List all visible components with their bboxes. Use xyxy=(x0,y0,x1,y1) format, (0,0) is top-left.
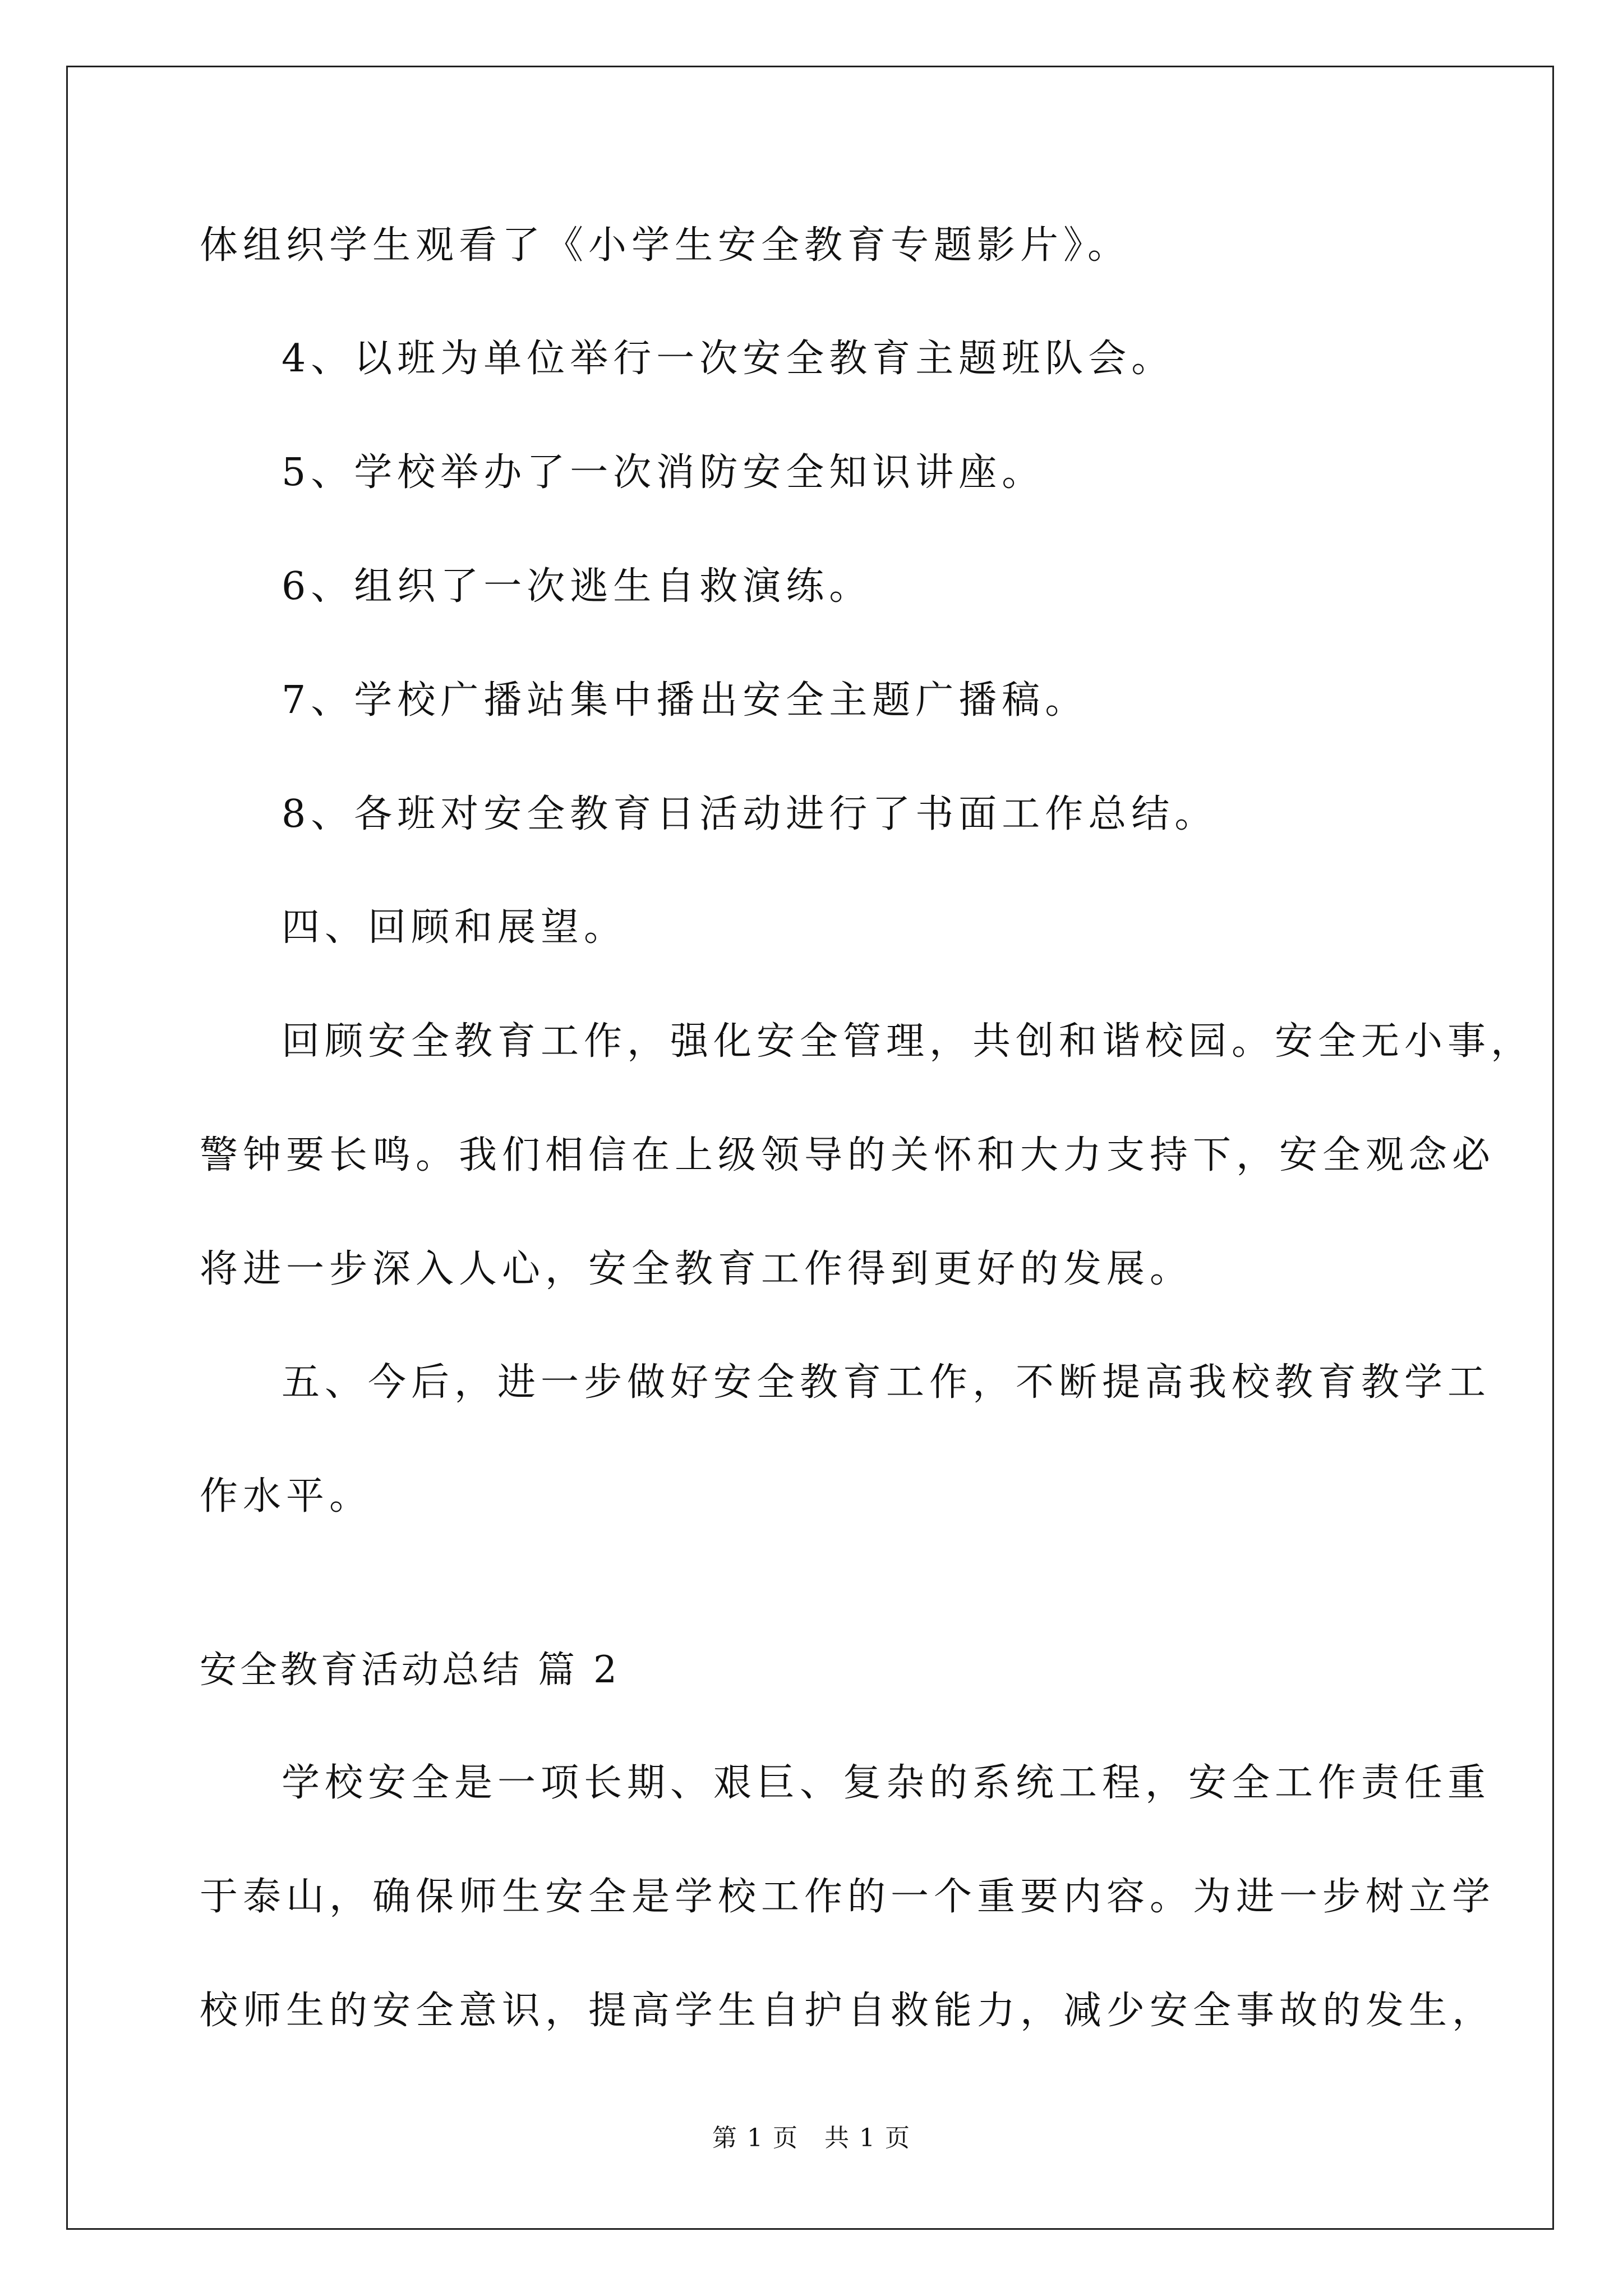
paragraph-line-intro-3: 校师生的安全意识，提高学生自护自救能力，减少安全事故的发生， xyxy=(200,1989,1496,2033)
paragraph-line-1: 体组织学生观看了《小学生安全教育专题影片》。 xyxy=(200,223,1131,268)
list-item-7: 7、学校广播站集中播出安全主题广播稿。 xyxy=(282,678,1089,723)
paragraph-line-intro-1: 学校安全是一项长期、艰巨、复杂的系统工程，安全工作责任重 xyxy=(282,1761,1491,1805)
section-heading-4: 四、回顾和展望。 xyxy=(282,905,628,950)
paragraph-line-review-2: 警钟要长鸣。我们相信在上级领导的关怀和大力支持下，安全观念必 xyxy=(200,1133,1496,1177)
paragraph-line-review-3: 将进一步深入人心，安全教育工作得到更好的发展。 xyxy=(200,1247,1193,1291)
list-item-5: 5、学校举办了一次消防安全知识讲座。 xyxy=(282,450,1045,495)
list-item-6: 6、组织了一次逃生自救演练。 xyxy=(282,564,873,609)
section-heading-5-line-2: 作水平。 xyxy=(200,1474,373,1519)
paragraph-line-review-1: 回顾安全教育工作，强化安全管理，共创和谐校园。安全无小事， xyxy=(282,1019,1534,1064)
article-title: 安全教育活动总结 篇 2 xyxy=(200,1648,620,1691)
section-heading-5-line-1: 五、今后，进一步做好安全教育工作，不断提高我校教育教学工 xyxy=(282,1360,1491,1405)
list-item-4: 4、以班为单位举行一次安全教育主题班队会。 xyxy=(282,337,1175,381)
paragraph-line-intro-2: 于泰山，确保师生安全是学校工作的一个重要内容。为进一步树立学 xyxy=(200,1875,1496,1919)
page-number-footer: 第 1 页 共 1 页 xyxy=(712,2124,911,2152)
list-item-8: 8、各班对安全教育日活动进行了书面工作总结。 xyxy=(282,792,1218,836)
